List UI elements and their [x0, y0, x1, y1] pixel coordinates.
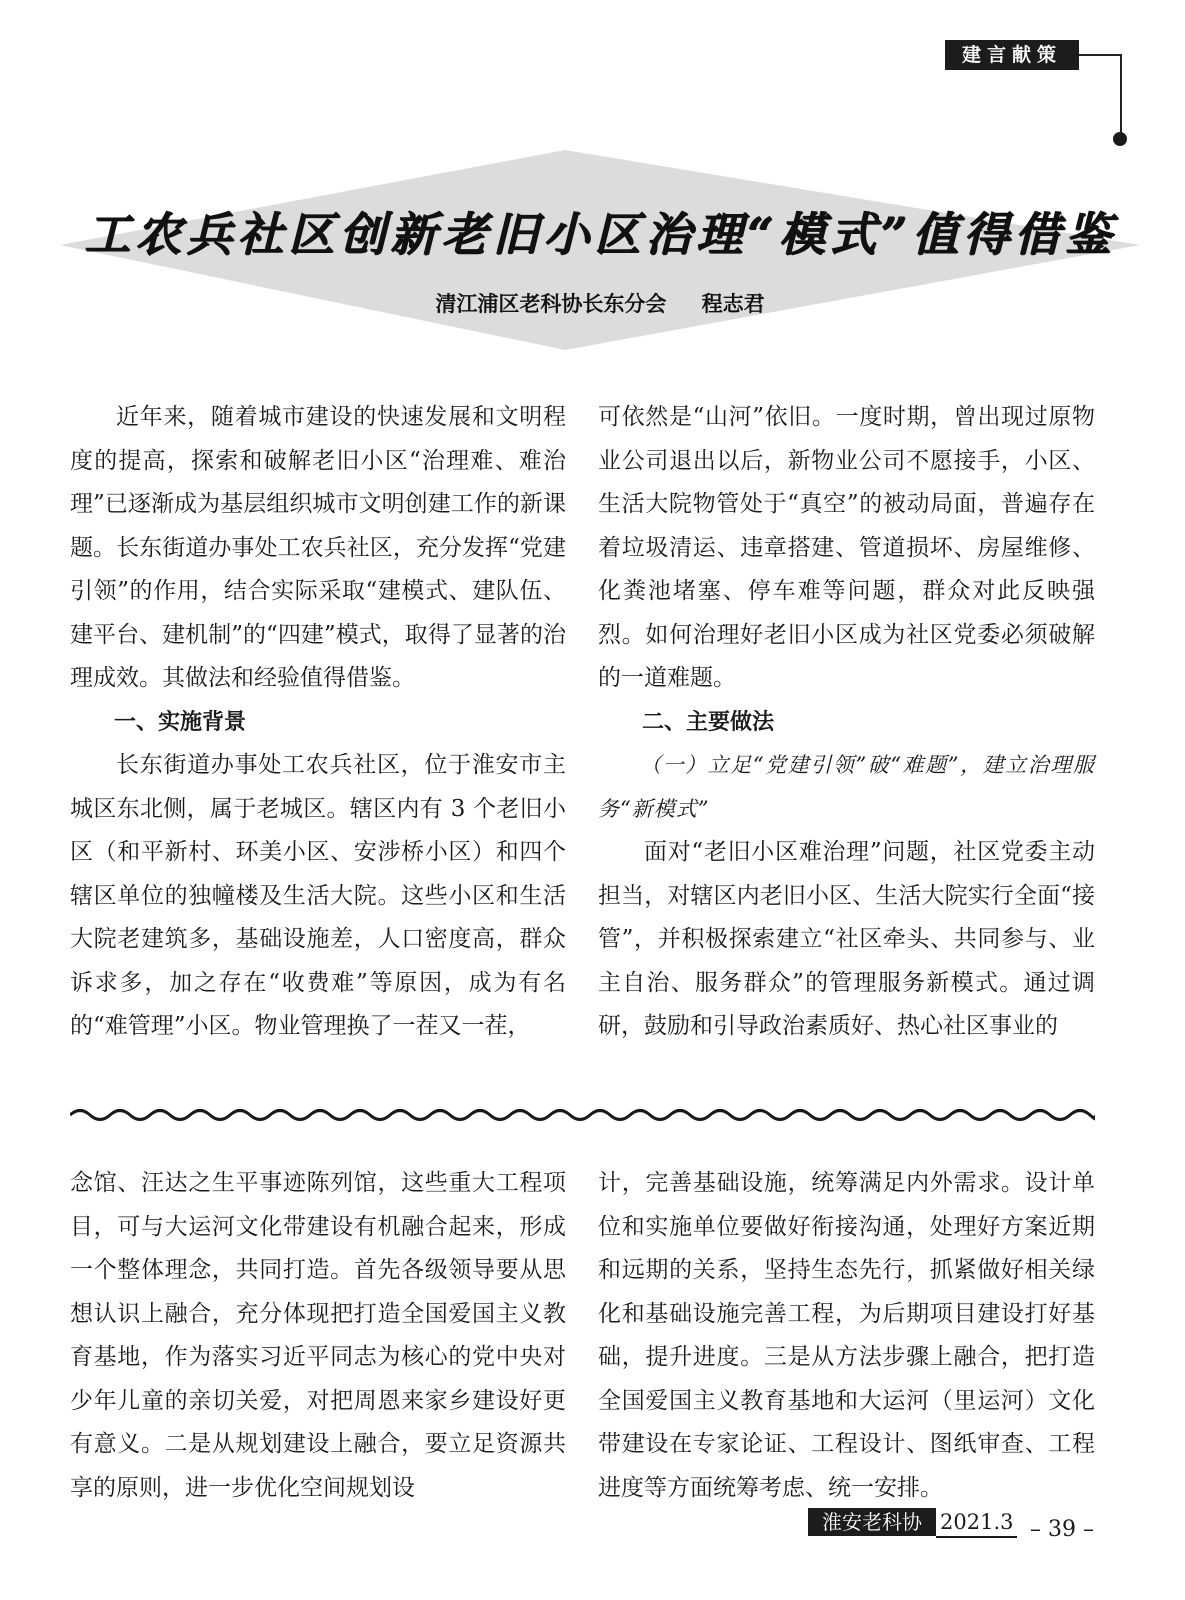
- article-title: 工农兵社区创新老旧小区治理“模式”值得借鉴: [84, 207, 1116, 261]
- column-right: [598, 396, 1095, 1049]
- tag-connector-line: [1079, 54, 1121, 56]
- footer-page-number: – 39 –: [1030, 1517, 1094, 1542]
- tag-vertical-line: [1120, 54, 1122, 134]
- subsection-heading: （一）立足“党建引领”破“难题”，建立治理服务“新模式”: [598, 753, 1095, 821]
- footer-issue-number: 2021.3: [936, 1508, 1017, 1538]
- section-heading-methods: 二、主要做法: [642, 709, 775, 735]
- column-left: [70, 396, 566, 1049]
- lower-right-paragraph: 计，完善基础设施，统筹满足内外需求。设计单位和实施单位要做好衔接沟通，处理好方案近期和远期的关系，坚持生态先行，抓紧做好相关绿化和基础设施完善工程，为后期项目建设打好基础，提升进度。三是从方法步骤上融合，把打造全国爱国主义教育基地和大运河（里运河）文化带建设在专家论证、工程设计、图纸审查、工程进度等方面统筹考虑、统一安排。: [598, 1170, 1095, 1501]
- continuation-paragraph: 可依然是“山河”依旧。一度时期，曾出现过原物业公司退出以后，新物业公司不愿接手，小区、生活大院物管处于“真空”的被动局面，普遍存在着垃圾清运、违章搭建、管道损坏、房屋维修、化粪池堵塞、停车难等问题，群众对此反映强烈。如何治理好老旧小区成为社区党委必须破解的一道难题。: [598, 404, 1095, 691]
- intro-paragraph: 近年来，随着城市建设的快速发展和文明程度的提高，探索和破解老旧小区“治理难、难治理”已逐渐成为基层组织城市文明创建工作的新课题。长东街道办事处工农兵社区，充分发挥“党建引领”的作用，结合实际采取“建模式、建队伍、建平台、建机制”的“四建”模式，取得了显著的治理成效。其做法和经验值得借鉴。: [70, 404, 566, 691]
- lower-column-left: [70, 1162, 566, 1510]
- background-paragraph: 长东街道办事处工农兵社区，位于淮安市主城区东北侧，属于老城区。辖区内有 3 个老旧小区（和平新村、环美小区、安涉桥小区）和四个辖区单位的独幢楼及生活大院。这些小区和生活大院老建筑多，基础设施差，人口密度高，群众诉求多，加之存在“收费难”等原因，成为有名的“难管理”小区。物业管理换了一茬又一茬，: [70, 752, 566, 1039]
- lower-left-paragraph: 念馆、汪达之生平事迹陈列馆，这些重大工程项目，可与大运河文化带建设有机融合起来，形成一个整体理念，共同打造。首先各级领导要从思想认识上融合，充分体现把打造全国爱国主义教育基地，作为落实习近平同志为核心的党中央对少年儿童的亲切关爱，对把周恩来家乡建设好更有意义。二是从规划建设上融合，要立足资源共享的原则，进一步优化空间规划设: [70, 1170, 566, 1501]
- section-tag: 建言献策: [945, 40, 1079, 70]
- wavy-divider-line: [70, 1111, 1095, 1120]
- author-name: 程志君: [701, 292, 765, 316]
- section-heading-background: 一、实施背景: [114, 709, 247, 735]
- lower-column-right: [598, 1162, 1095, 1510]
- wavy-divider: [70, 1105, 1095, 1125]
- footer-magazine-name: 淮安老科协: [808, 1508, 936, 1536]
- tag-dot-icon: [1113, 132, 1127, 146]
- methods-paragraph: 面对“老旧小区难治理”问题，社区党委主动担当，对辖区内老旧小区、生活大院实行全面“接管”，并积极探索建立“社区牵头、共同参与、业主自治、服务群众”的管理服务新模式。通过调研，鼓励和引导政治素质好、热心社区事业的: [598, 839, 1095, 1039]
- article-byline: [60, 288, 1140, 318]
- author-organization: 清江浦区老科协长东分会: [435, 292, 667, 316]
